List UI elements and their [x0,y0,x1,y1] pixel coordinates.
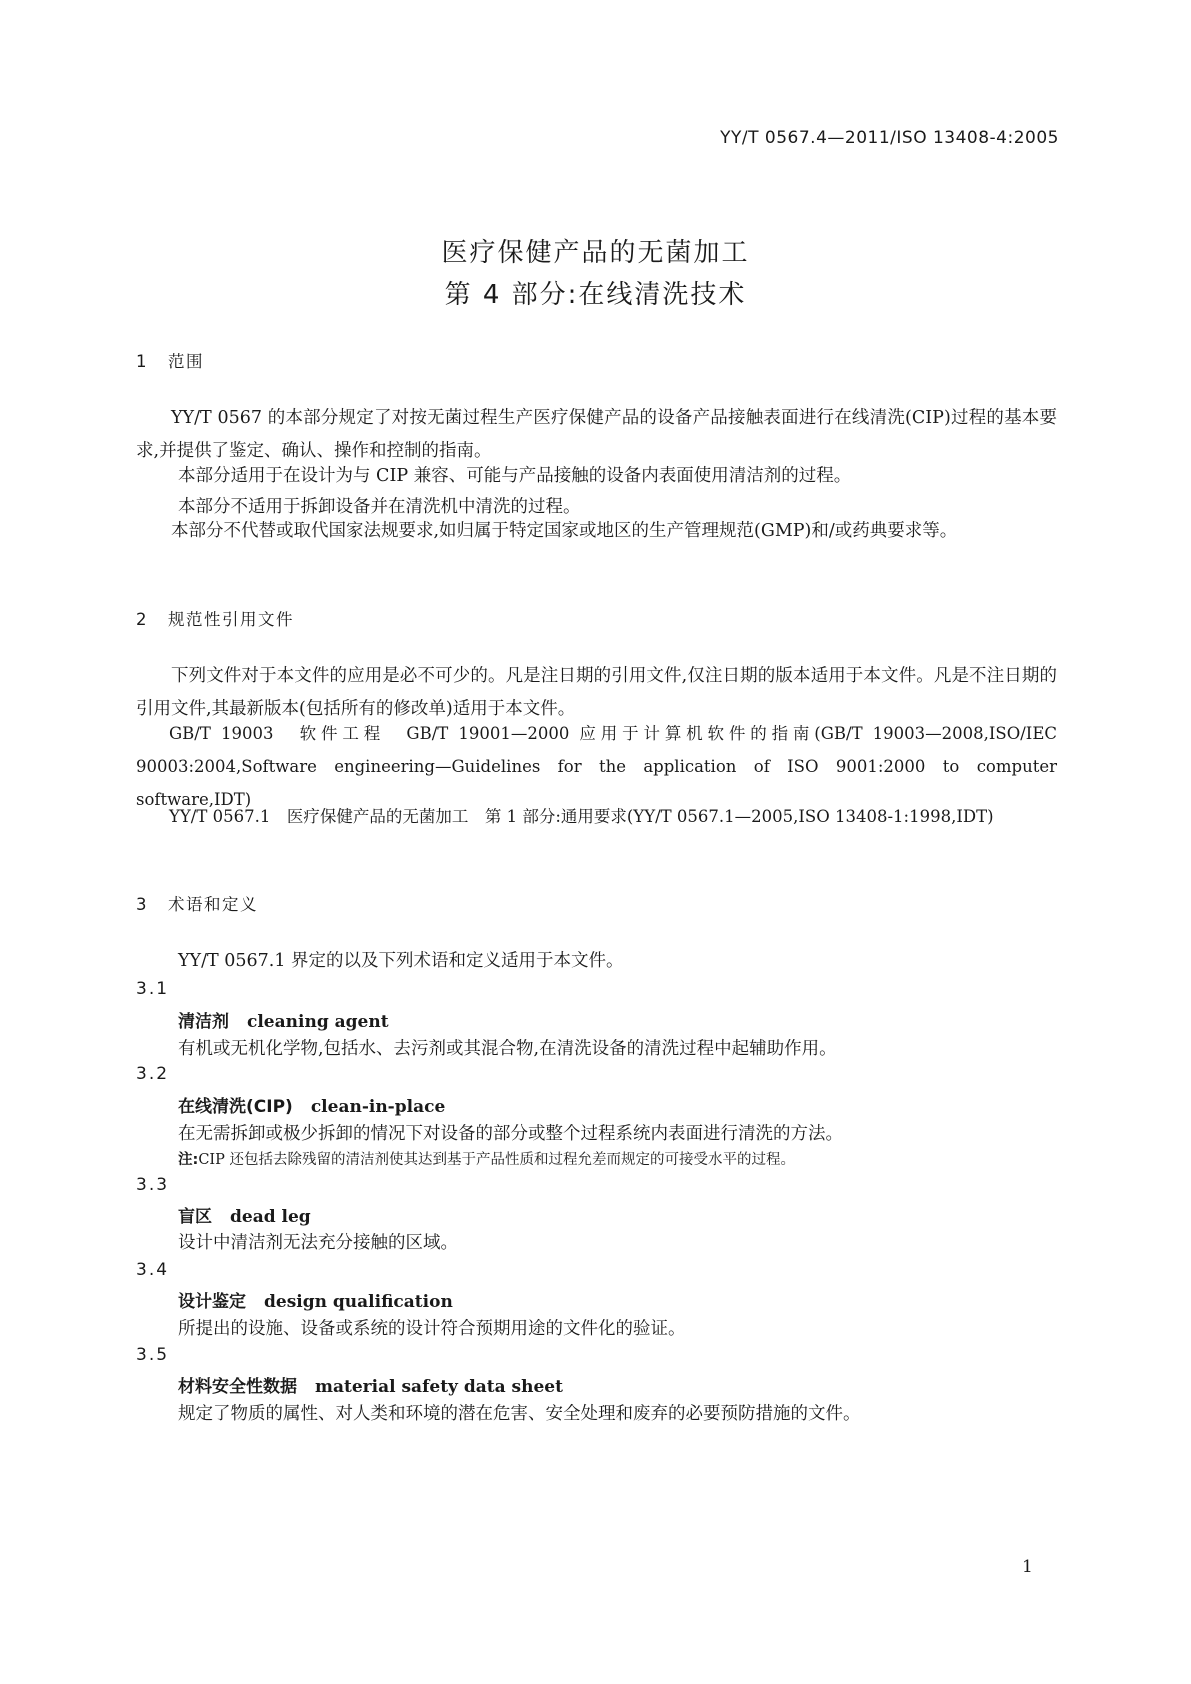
term-en: material safety data sheet [315,1377,563,1397]
reference-entry: GB/T 19003 软件工程 GB/T 19001—2000 应用于计算机软件的指南(GB/T 19003—2008,ISO/IEC 90003:2004,Software engineering—Guidelines for the application of ISO 9001:2000 to computer software,IDT) [136,724,1057,809]
term-definition: 有机或无机化学物,包括水、去污剂或其混合物,在清洗设备的清洗过程中起辅助作用。 [178,1039,837,1059]
term-number: 3.4 [136,1260,170,1280]
term-note [178,1148,795,1169]
term-zh: 设计鉴定 [178,1292,246,1312]
term-en: dead leg [230,1207,311,1227]
term-number: 3.2 [136,1064,170,1084]
term-heading [178,1287,453,1312]
term-definition: 在无需拆卸或极少拆卸的情况下对设备的部分或整个过程系统内表面进行清洗的方法。 [178,1124,843,1144]
doc-title-line2: 第 4 部分:在线清洗技术 [444,280,747,310]
term-definition: 所提出的设施、设备或系统的设计符合预期用途的文件化的验证。 [178,1319,686,1339]
section-2-heading [136,606,294,630]
term-heading [178,1092,445,1117]
term-heading [178,1372,563,1397]
paragraph: 本部分不适用于拆卸设备并在清洗机中清洗的过程。 [178,497,581,517]
term-definition: 规定了物质的属性、对人类和环境的潜在危害、安全处理和废弃的必要预防措施的文件。 [178,1404,861,1424]
term-en: cleaning agent [247,1012,389,1032]
section-number: 1 [136,352,148,371]
term-zh: 清洁剂 [178,1012,229,1032]
reference-entry: YY/T 0567.1 医疗保健产品的无菌加工 第 1 部分:通用要求(YY/T 0567.1—2005,ISO 13408-1:1998,IDT) [169,807,994,826]
section-number: 3 [136,895,148,914]
note-label: 注: [178,1152,199,1168]
term-zh: 材料安全性数据 [178,1377,297,1397]
section-title: 规范性引用文件 [168,610,294,629]
standard-code: YY/T 0567.4—2011/ISO 13408-4:2005 [720,128,1059,148]
section-title: 术语和定义 [168,895,258,914]
term-zh: 在线清洗(CIP) [178,1097,293,1117]
term-heading [178,1202,311,1227]
term-definition: 设计中清洁剂无法充分接触的区域。 [178,1233,458,1253]
paragraph: 本部分不代替或取代国家法规要求,如归属于特定国家或地区的生产管理规范(GMP)和/或药典要求等。 [171,521,958,541]
term-en: clean-in-place [310,1097,446,1117]
page-number: 1 [1022,1557,1033,1577]
section-number: 2 [136,610,148,629]
doc-title-line1: 医疗保健产品的无菌加工 [441,238,750,268]
term-number: 3.5 [136,1345,170,1365]
term-zh: 盲区 [178,1207,212,1227]
section-1-heading [136,348,204,372]
term-heading [178,1007,389,1032]
paragraph: YY/T 0567 的本部分规定了对按无菌过程生产医疗保健产品的设备产品接触表面进行在线清洗(CIP)过程的基本要求,并提供了鉴定、确认、操作和控制的指南。 [136,408,1057,461]
term-number: 3.3 [136,1175,170,1195]
term-number: 3.1 [136,979,170,999]
note-text: CIP 还包括去除残留的清洁剂使其达到基于产品性质和过程允差而规定的可接受水平的过程。 [198,1152,795,1168]
paragraph: 本部分适用于在设计为与 CIP 兼容、可能与产品接触的设备内表面使用清洁剂的过程。 [178,466,852,486]
section-3-heading [136,891,258,915]
paragraph: YY/T 0567.1 界定的以及下列术语和定义适用于本文件。 [178,951,624,971]
section-title: 范围 [168,352,204,371]
paragraph: 下列文件对于本文件的应用是必不可少的。凡是注日期的引用文件,仅注日期的版本适用于本文件。凡是不注日期的引用文件,其最新版本(包括所有的修改单)适用于本文件。 [136,666,1057,719]
term-en: design qualification [264,1292,453,1312]
